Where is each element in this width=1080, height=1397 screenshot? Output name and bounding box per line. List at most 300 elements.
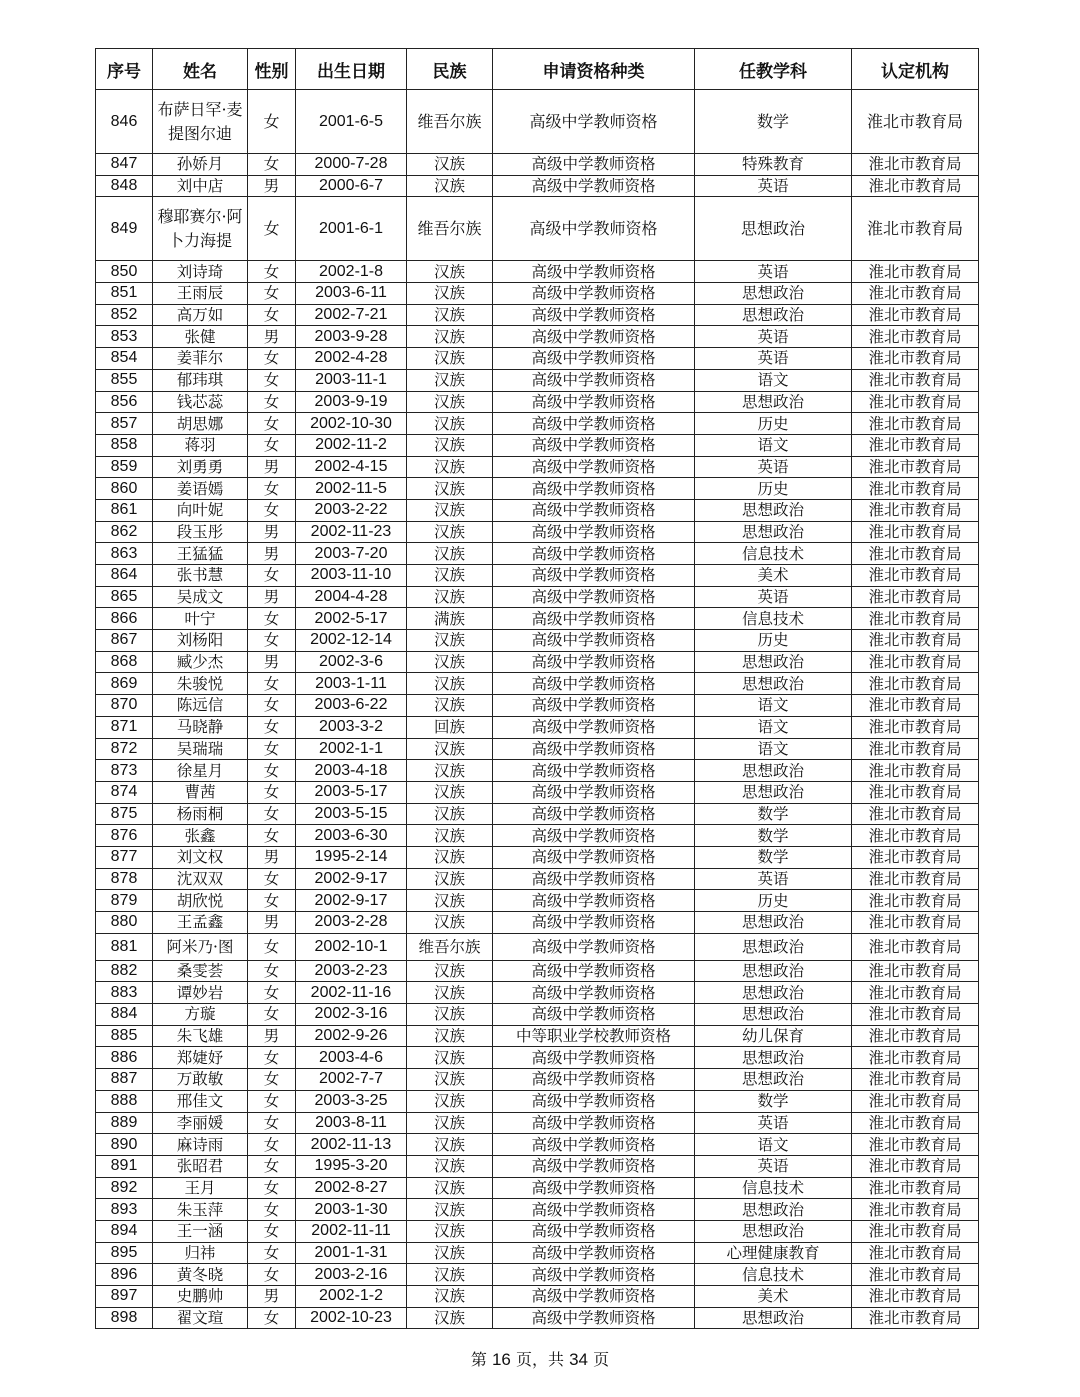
cell-name: 麻诗雨: [153, 1134, 248, 1156]
cell-name: 朱骏悦: [153, 673, 248, 695]
cell-qualification-type: 高级中学教师资格: [493, 478, 695, 500]
cell-index: 865: [96, 586, 153, 608]
cell-authority: 淮北市教育局: [852, 1199, 979, 1221]
cell-ethnicity: 汉族: [407, 434, 493, 456]
cell-name: 朱飞雄: [153, 1025, 248, 1047]
cell-qualification-type: 高级中学教师资格: [493, 1177, 695, 1199]
cell-gender: 女: [248, 760, 296, 782]
table-row: [96, 933, 979, 960]
cell-name: 沈双双: [153, 868, 248, 890]
cell-authority: 淮北市教育局: [852, 982, 979, 1004]
cell-qualification-type: 高级中学教师资格: [493, 716, 695, 738]
header-subject: 任教学科: [695, 49, 852, 90]
cell-index: 872: [96, 738, 153, 760]
cell-ethnicity: 汉族: [407, 1286, 493, 1308]
cell-qualification-type: 高级中学教师资格: [493, 434, 695, 456]
cell-name: 朱玉萍: [153, 1199, 248, 1221]
cell-subject: 数学: [695, 825, 852, 847]
cell-subject: 信息技术: [695, 1264, 852, 1286]
cell-subject: 思想政治: [695, 982, 852, 1004]
cell-subject: 语文: [695, 434, 852, 456]
cell-index: 864: [96, 565, 153, 587]
cell-subject: 思想政治: [695, 1307, 852, 1329]
cell-ethnicity: 汉族: [407, 456, 493, 478]
table-row: [96, 630, 979, 652]
cell-name: 王一涵: [153, 1220, 248, 1242]
table-row: [96, 1220, 979, 1242]
cell-authority: 淮北市教育局: [852, 1090, 979, 1112]
cell-birthdate: 2002-11-5: [296, 478, 407, 500]
cell-birthdate: 2002-9-17: [296, 890, 407, 912]
cell-index: 886: [96, 1047, 153, 1069]
cell-name: 陈远信: [153, 695, 248, 717]
cell-subject: 思想政治: [695, 499, 852, 521]
cell-birthdate: 2003-6-22: [296, 695, 407, 717]
cell-index: 854: [96, 348, 153, 370]
table-row: [96, 1090, 979, 1112]
cell-gender: 女: [248, 565, 296, 587]
cell-qualification-type: 高级中学教师资格: [493, 1047, 695, 1069]
cell-ethnicity: 汉族: [407, 154, 493, 176]
cell-index: 861: [96, 499, 153, 521]
cell-ethnicity: 满族: [407, 608, 493, 630]
cell-authority: 淮北市教育局: [852, 673, 979, 695]
cell-name: 钱芯蕊: [153, 391, 248, 413]
table-row: [96, 781, 979, 803]
cell-name: 归祎: [153, 1242, 248, 1264]
cell-index: 876: [96, 825, 153, 847]
cell-subject: 英语: [695, 175, 852, 197]
table-row: [96, 283, 979, 305]
cell-name: 孙娇月: [153, 154, 248, 176]
cell-index: 871: [96, 716, 153, 738]
cell-birthdate: 2002-12-14: [296, 630, 407, 652]
cell-gender: 男: [248, 326, 296, 348]
cell-index: 885: [96, 1025, 153, 1047]
table-row: [96, 565, 979, 587]
table-row: [96, 695, 979, 717]
cell-gender: 女: [248, 1220, 296, 1242]
cell-gender: 女: [248, 478, 296, 500]
cell-ethnicity: 汉族: [407, 1177, 493, 1199]
cell-index: 892: [96, 1177, 153, 1199]
cell-qualification-type: 高级中学教师资格: [493, 565, 695, 587]
cell-name: 王雨辰: [153, 283, 248, 305]
cell-subject: 思想政治: [695, 304, 852, 326]
cell-subject: 历史: [695, 630, 852, 652]
cell-birthdate: 2003-6-11: [296, 283, 407, 305]
cell-subject: 数学: [695, 846, 852, 868]
cell-authority: 淮北市教育局: [852, 868, 979, 890]
cell-ethnicity: 汉族: [407, 1090, 493, 1112]
cell-gender: 男: [248, 1286, 296, 1308]
cell-name: 刘文权: [153, 846, 248, 868]
cell-subject: 思想政治: [695, 912, 852, 934]
cell-birthdate: 2002-9-26: [296, 1025, 407, 1047]
cell-birthdate: 2002-3-16: [296, 1004, 407, 1026]
cell-authority: 淮北市教育局: [852, 1220, 979, 1242]
cell-ethnicity: 汉族: [407, 283, 493, 305]
cell-qualification-type: 高级中学教师资格: [493, 1069, 695, 1091]
cell-birthdate: 2003-4-18: [296, 760, 407, 782]
cell-index: 891: [96, 1155, 153, 1177]
cell-authority: 淮北市教育局: [852, 695, 979, 717]
cell-index: 849: [96, 197, 153, 261]
cell-subject: 思想政治: [695, 1069, 852, 1091]
cell-subject: 幼儿保育: [695, 1025, 852, 1047]
cell-ethnicity: 汉族: [407, 982, 493, 1004]
cell-authority: 淮北市教育局: [852, 586, 979, 608]
cell-gender: 男: [248, 175, 296, 197]
table-row: [96, 1199, 979, 1221]
cell-qualification-type: 高级中学教师资格: [493, 348, 695, 370]
table-row: [96, 1177, 979, 1199]
cell-qualification-type: 高级中学教师资格: [493, 673, 695, 695]
cell-authority: 淮北市教育局: [852, 304, 979, 326]
table-row: [96, 326, 979, 348]
cell-gender: 女: [248, 1112, 296, 1134]
cell-name: 马晓静: [153, 716, 248, 738]
cell-index: 884: [96, 1004, 153, 1026]
cell-index: 887: [96, 1069, 153, 1091]
cell-index: 889: [96, 1112, 153, 1134]
cell-ethnicity: 汉族: [407, 673, 493, 695]
cell-name: 布萨日罕·麦提图尔迪: [153, 90, 248, 154]
cell-subject: 特殊教育: [695, 154, 852, 176]
cell-subject: 语文: [695, 716, 852, 738]
cell-gender: 女: [248, 1242, 296, 1264]
table-row: [96, 1069, 979, 1091]
cell-qualification-type: 高级中学教师资格: [493, 1199, 695, 1221]
cell-ethnicity: 回族: [407, 716, 493, 738]
cell-index: 859: [96, 456, 153, 478]
cell-authority: 淮北市教育局: [852, 1069, 979, 1091]
cell-index: 878: [96, 868, 153, 890]
cell-qualification-type: 高级中学教师资格: [493, 1242, 695, 1264]
table-row: [96, 154, 979, 176]
cell-ethnicity: 汉族: [407, 499, 493, 521]
cell-gender: 女: [248, 890, 296, 912]
cell-subject: 思想政治: [695, 1199, 852, 1221]
cell-gender: 女: [248, 825, 296, 847]
cell-ethnicity: 汉族: [407, 543, 493, 565]
table-body: [96, 90, 979, 1329]
cell-subject: 思想政治: [695, 197, 852, 261]
cell-authority: 淮北市教育局: [852, 1112, 979, 1134]
cell-qualification-type: 高级中学教师资格: [493, 846, 695, 868]
cell-qualification-type: 高级中学教师资格: [493, 630, 695, 652]
cell-birthdate: 2002-11-16: [296, 982, 407, 1004]
cell-ethnicity: 汉族: [407, 760, 493, 782]
cell-subject: 思想政治: [695, 521, 852, 543]
cell-birthdate: 2003-6-30: [296, 825, 407, 847]
cell-subject: 历史: [695, 890, 852, 912]
cell-subject: 心理健康教育: [695, 1242, 852, 1264]
cell-birthdate: 2003-5-15: [296, 803, 407, 825]
cell-qualification-type: 高级中学教师资格: [493, 456, 695, 478]
cell-ethnicity: 维吾尔族: [407, 197, 493, 261]
table-row: [96, 1242, 979, 1264]
cell-authority: 淮北市教育局: [852, 499, 979, 521]
cell-qualification-type: 高级中学教师资格: [493, 369, 695, 391]
header-index: 序号: [96, 49, 153, 90]
cell-gender: 男: [248, 1025, 296, 1047]
cell-birthdate: 2001-1-31: [296, 1242, 407, 1264]
cell-qualification-type: 高级中学教师资格: [493, 803, 695, 825]
cell-name: 曹茜: [153, 781, 248, 803]
cell-index: 862: [96, 521, 153, 543]
cell-qualification-type: 高级中学教师资格: [493, 413, 695, 435]
cell-index: 868: [96, 651, 153, 673]
cell-index: 890: [96, 1134, 153, 1156]
cell-subject: 历史: [695, 478, 852, 500]
cell-gender: 女: [248, 499, 296, 521]
table-row: [96, 1307, 979, 1329]
cell-birthdate: 2002-11-11: [296, 1220, 407, 1242]
cell-subject: 思想政治: [695, 391, 852, 413]
header-authority: 认定机构: [852, 49, 979, 90]
cell-ethnicity: 汉族: [407, 1155, 493, 1177]
cell-ethnicity: 汉族: [407, 521, 493, 543]
cell-qualification-type: 高级中学教师资格: [493, 695, 695, 717]
cell-birthdate: 2002-11-13: [296, 1134, 407, 1156]
cell-qualification-type: 高级中学教师资格: [493, 154, 695, 176]
header-gender: 性别: [248, 49, 296, 90]
cell-ethnicity: 汉族: [407, 803, 493, 825]
cell-index: 863: [96, 543, 153, 565]
table-row: [96, 90, 979, 154]
cell-index: 896: [96, 1264, 153, 1286]
cell-birthdate: 2002-3-6: [296, 651, 407, 673]
cell-gender: 女: [248, 1047, 296, 1069]
cell-name: 穆耶赛尔·阿卜力海提: [153, 197, 248, 261]
cell-index: 860: [96, 478, 153, 500]
cell-ethnicity: 汉族: [407, 1199, 493, 1221]
cell-birthdate: 2003-3-25: [296, 1090, 407, 1112]
cell-qualification-type: 高级中学教师资格: [493, 982, 695, 1004]
cell-gender: 女: [248, 1069, 296, 1091]
cell-qualification-type: 高级中学教师资格: [493, 1286, 695, 1308]
table-row: [96, 499, 979, 521]
cell-birthdate: 2003-4-6: [296, 1047, 407, 1069]
cell-qualification-type: 高级中学教师资格: [493, 326, 695, 348]
cell-subject: 英语: [695, 586, 852, 608]
table-row: [96, 825, 979, 847]
cell-subject: 美术: [695, 565, 852, 587]
cell-index: 850: [96, 261, 153, 283]
cell-index: 875: [96, 803, 153, 825]
cell-index: 858: [96, 434, 153, 456]
cell-name: 刘中店: [153, 175, 248, 197]
cell-ethnicity: 汉族: [407, 175, 493, 197]
cell-qualification-type: 高级中学教师资格: [493, 521, 695, 543]
table-row: [96, 1004, 979, 1026]
cell-birthdate: 2002-10-23: [296, 1307, 407, 1329]
cell-authority: 淮北市教育局: [852, 565, 979, 587]
cell-ethnicity: 汉族: [407, 1264, 493, 1286]
table-row: [96, 890, 979, 912]
cell-ethnicity: 汉族: [407, 304, 493, 326]
cell-authority: 淮北市教育局: [852, 960, 979, 982]
cell-ethnicity: 维吾尔族: [407, 933, 493, 960]
cell-qualification-type: 高级中学教师资格: [493, 825, 695, 847]
cell-subject: 英语: [695, 1112, 852, 1134]
cell-ethnicity: 汉族: [407, 630, 493, 652]
cell-birthdate: 2003-11-10: [296, 565, 407, 587]
cell-ethnicity: 汉族: [407, 326, 493, 348]
cell-gender: 女: [248, 1177, 296, 1199]
cell-birthdate: 2003-5-17: [296, 781, 407, 803]
cell-gender: 女: [248, 1264, 296, 1286]
cell-name: 李丽媛: [153, 1112, 248, 1134]
cell-authority: 淮北市教育局: [852, 760, 979, 782]
cell-gender: 男: [248, 846, 296, 868]
cell-name: 姜菲尔: [153, 348, 248, 370]
table-row: [96, 1155, 979, 1177]
cell-ethnicity: 汉族: [407, 1025, 493, 1047]
cell-index: 880: [96, 912, 153, 934]
cell-gender: 女: [248, 738, 296, 760]
cell-subject: 数学: [695, 1090, 852, 1112]
cell-ethnicity: 汉族: [407, 738, 493, 760]
cell-gender: 女: [248, 1090, 296, 1112]
cell-birthdate: 2003-1-30: [296, 1199, 407, 1221]
cell-index: 881: [96, 933, 153, 960]
cell-gender: 女: [248, 348, 296, 370]
cell-birthdate: 2003-2-22: [296, 499, 407, 521]
cell-index: 895: [96, 1242, 153, 1264]
cell-authority: 淮北市教育局: [852, 261, 979, 283]
cell-ethnicity: 汉族: [407, 1069, 493, 1091]
cell-name: 叶宁: [153, 608, 248, 630]
cell-qualification-type: 中等职业学校教师资格: [493, 1025, 695, 1047]
cell-qualification-type: 高级中学教师资格: [493, 283, 695, 305]
cell-authority: 淮北市教育局: [852, 803, 979, 825]
cell-birthdate: 2003-2-23: [296, 960, 407, 982]
table-row: [96, 1134, 979, 1156]
cell-qualification-type: 高级中学教师资格: [493, 1155, 695, 1177]
cell-name: 徐星月: [153, 760, 248, 782]
cell-birthdate: 2002-4-28: [296, 348, 407, 370]
cell-gender: 女: [248, 369, 296, 391]
table-row: [96, 1264, 979, 1286]
cell-gender: 女: [248, 630, 296, 652]
cell-authority: 淮北市教育局: [852, 1307, 979, 1329]
table-row: [96, 456, 979, 478]
cell-ethnicity: 汉族: [407, 825, 493, 847]
cell-qualification-type: 高级中学教师资格: [493, 738, 695, 760]
cell-name: 张昭君: [153, 1155, 248, 1177]
cell-gender: 男: [248, 651, 296, 673]
cell-birthdate: 2003-7-20: [296, 543, 407, 565]
cell-qualification-type: 高级中学教师资格: [493, 261, 695, 283]
cell-gender: 女: [248, 1199, 296, 1221]
table-row: [96, 673, 979, 695]
cell-birthdate: 2002-9-17: [296, 868, 407, 890]
cell-birthdate: 2002-4-15: [296, 456, 407, 478]
header-birthdate: 出生日期: [296, 49, 407, 90]
cell-gender: 女: [248, 781, 296, 803]
cell-ethnicity: 汉族: [407, 912, 493, 934]
cell-index: 869: [96, 673, 153, 695]
cell-index: 879: [96, 890, 153, 912]
cell-name: 黄冬晓: [153, 1264, 248, 1286]
cell-gender: 女: [248, 608, 296, 630]
cell-authority: 淮北市教育局: [852, 1025, 979, 1047]
cell-qualification-type: 高级中学教师资格: [493, 651, 695, 673]
cell-subject: 思想政治: [695, 673, 852, 695]
cell-name: 姜语嫣: [153, 478, 248, 500]
cell-name: 桑雯荟: [153, 960, 248, 982]
cell-birthdate: 2002-10-1: [296, 933, 407, 960]
cell-name: 刘杨阳: [153, 630, 248, 652]
cell-authority: 淮北市教育局: [852, 738, 979, 760]
cell-index: 897: [96, 1286, 153, 1308]
cell-gender: 女: [248, 673, 296, 695]
cell-ethnicity: 汉族: [407, 1004, 493, 1026]
table-row: [96, 1047, 979, 1069]
cell-authority: 淮北市教育局: [852, 434, 979, 456]
cell-authority: 淮北市教育局: [852, 933, 979, 960]
cell-subject: 美术: [695, 1286, 852, 1308]
cell-index: 898: [96, 1307, 153, 1329]
cell-name: 谭妙岩: [153, 982, 248, 1004]
footer-page-number: 16: [491, 1350, 511, 1369]
cell-ethnicity: 汉族: [407, 1112, 493, 1134]
teacher-qualification-table: [95, 48, 979, 1329]
cell-ethnicity: 汉族: [407, 565, 493, 587]
cell-qualification-type: 高级中学教师资格: [493, 1112, 695, 1134]
cell-name: 翟文瑄: [153, 1307, 248, 1329]
cell-ethnicity: 汉族: [407, 1242, 493, 1264]
cell-birthdate: 2002-1-1: [296, 738, 407, 760]
cell-name: 吴瑞瑞: [153, 738, 248, 760]
cell-qualification-type: 高级中学教师资格: [493, 868, 695, 890]
table-row: [96, 521, 979, 543]
table-row: [96, 434, 979, 456]
cell-authority: 淮北市教育局: [852, 846, 979, 868]
cell-authority: 淮北市教育局: [852, 716, 979, 738]
cell-birthdate: 2003-2-28: [296, 912, 407, 934]
cell-ethnicity: 汉族: [407, 846, 493, 868]
cell-gender: 女: [248, 982, 296, 1004]
cell-name: 胡欣悦: [153, 890, 248, 912]
cell-qualification-type: 高级中学教师资格: [493, 1220, 695, 1242]
cell-subject: 思想政治: [695, 1004, 852, 1026]
table-row: [96, 982, 979, 1004]
cell-subject: 语文: [695, 369, 852, 391]
header-ethnicity: 民族: [407, 49, 493, 90]
cell-index: 888: [96, 1090, 153, 1112]
table-row: [96, 738, 979, 760]
cell-qualification-type: 高级中学教师资格: [493, 304, 695, 326]
page-footer: [0, 1347, 1080, 1370]
cell-subject: 思想政治: [695, 960, 852, 982]
footer-suffix: 页: [593, 1350, 610, 1369]
cell-birthdate: 2003-8-11: [296, 1112, 407, 1134]
cell-qualification-type: 高级中学教师资格: [493, 760, 695, 782]
table-row: [96, 175, 979, 197]
cell-name: 王月: [153, 1177, 248, 1199]
cell-birthdate: 2001-6-1: [296, 197, 407, 261]
cell-gender: 男: [248, 912, 296, 934]
cell-ethnicity: 汉族: [407, 781, 493, 803]
cell-gender: 女: [248, 304, 296, 326]
cell-gender: 女: [248, 933, 296, 960]
cell-ethnicity: 汉族: [407, 960, 493, 982]
cell-gender: 女: [248, 261, 296, 283]
cell-name: 方璇: [153, 1004, 248, 1026]
